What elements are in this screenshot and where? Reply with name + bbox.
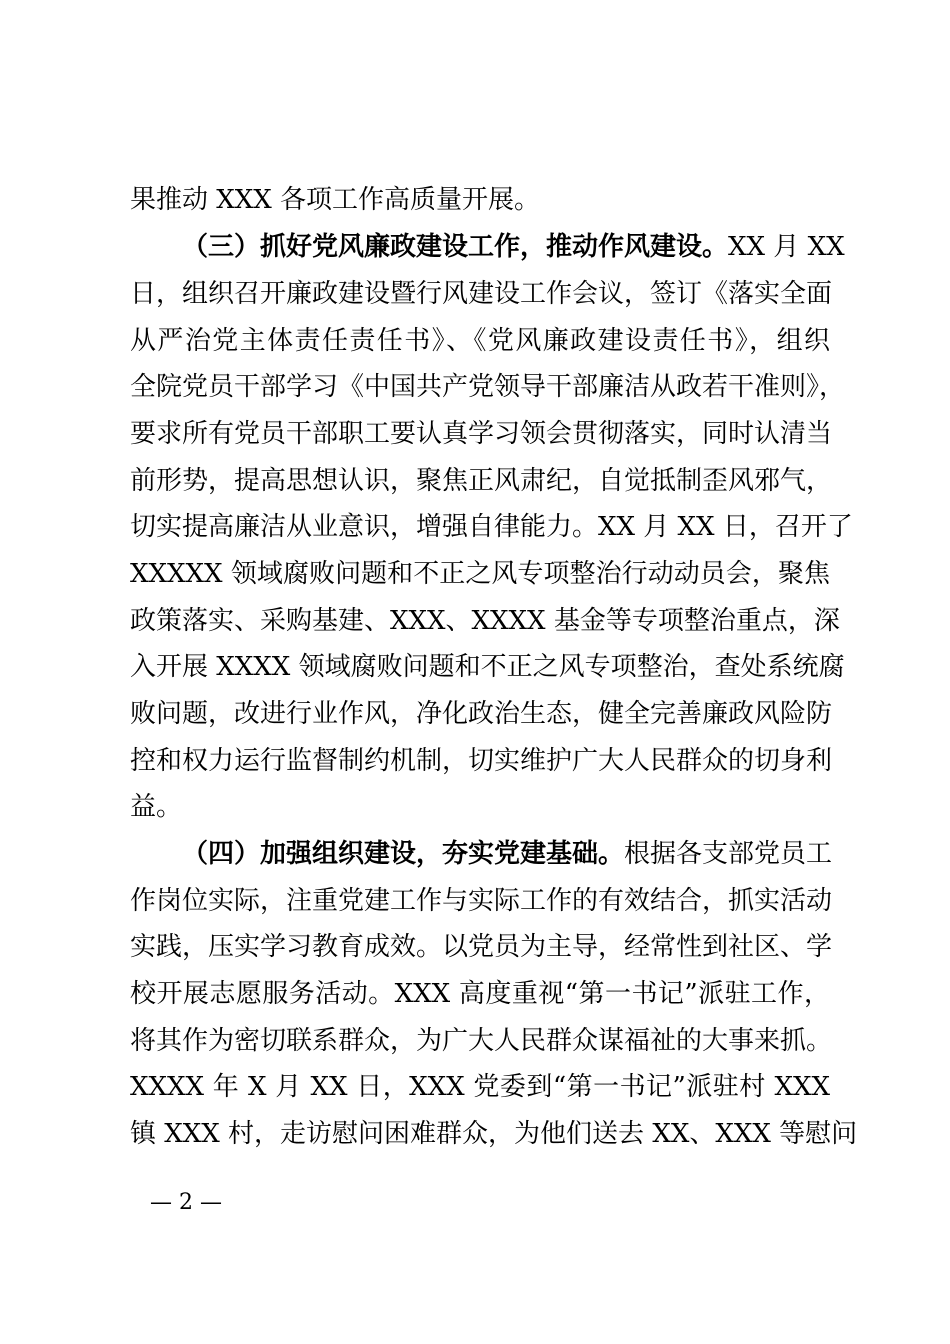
page-number: — 2 — bbox=[150, 1190, 222, 1215]
body-line: 果推动 XXX 各项工作高质量开展。 bbox=[130, 185, 541, 215]
body-line: 镇 XXX 村，走访慰问困难群众，为他们送去 XX、XXX 等慰问 bbox=[130, 1119, 858, 1149]
body-line: 入开展 XXXX 领域腐败问题和不正之风专项整治，查处系统腐 bbox=[130, 652, 845, 682]
body-text: 根据各支部党员工 bbox=[624, 839, 833, 869]
body-line: 要求所有党员干部职工要认真学习领会贯彻落实，同时认清当 bbox=[130, 419, 833, 449]
body-line: 败问题，改进行业作风，净化政治生态，健全完善廉政风险防 bbox=[130, 699, 833, 729]
body-line: 校开展志愿服务活动。XXX 高度重视“第一书记”派驻工作， bbox=[130, 979, 830, 1009]
body-text: XX 月 XX bbox=[728, 232, 845, 262]
body-line: 控和权力运行监督制约机制，切实维护广大人民群众的切身利 bbox=[130, 746, 833, 776]
heading-text: （三）抓好党风廉政建设工作，推动作风建设。 bbox=[182, 232, 729, 262]
body-line: XXXXX 领域腐败问题和不正之风专项整治行动动员会，聚焦 bbox=[130, 559, 830, 589]
body-line: 日，组织召开廉政建设暨行风建设工作会议，签订《落实全面 bbox=[130, 279, 833, 309]
body-line: 作岗位实际，注重党建工作与实际工作的有效结合，抓实活动 bbox=[130, 886, 833, 916]
body-line: 实践，压实学习教育成效。以党员为主导，经常性到社区、学 bbox=[130, 932, 833, 962]
body-line: 从严治党主体责任责任书》、《党风廉政建设责任书》，组织 bbox=[130, 326, 830, 356]
body-line: 将其作为密切联系群众，为广大人民群众谋福祉的大事来抓。 bbox=[130, 1026, 833, 1056]
body-line: 全院党员干部学习《中国共产党领导干部廉洁从政若干准则》， bbox=[130, 372, 846, 402]
body-line: 前形势，提高思想认识，聚焦正风肃纪，自觉抵制歪风邪气， bbox=[130, 466, 833, 496]
body-line: 益。 bbox=[130, 792, 183, 822]
heading-text: （四）加强组织建设，夯实党建基础。 bbox=[182, 839, 625, 869]
body-line: 切实提高廉洁从业意识，增强自律能力。XX 月 XX 日，召开了 bbox=[130, 512, 853, 542]
body-line: XXXX 年 X 月 XX 日，XXX 党委到“第一书记”派驻村 XXX bbox=[130, 1072, 830, 1102]
section-heading-3 bbox=[182, 227, 845, 267]
body-line: 政策落实、采购基建、XXX、XXXX 基金等专项整治重点，深 bbox=[130, 606, 840, 636]
section-heading-4 bbox=[182, 834, 833, 874]
